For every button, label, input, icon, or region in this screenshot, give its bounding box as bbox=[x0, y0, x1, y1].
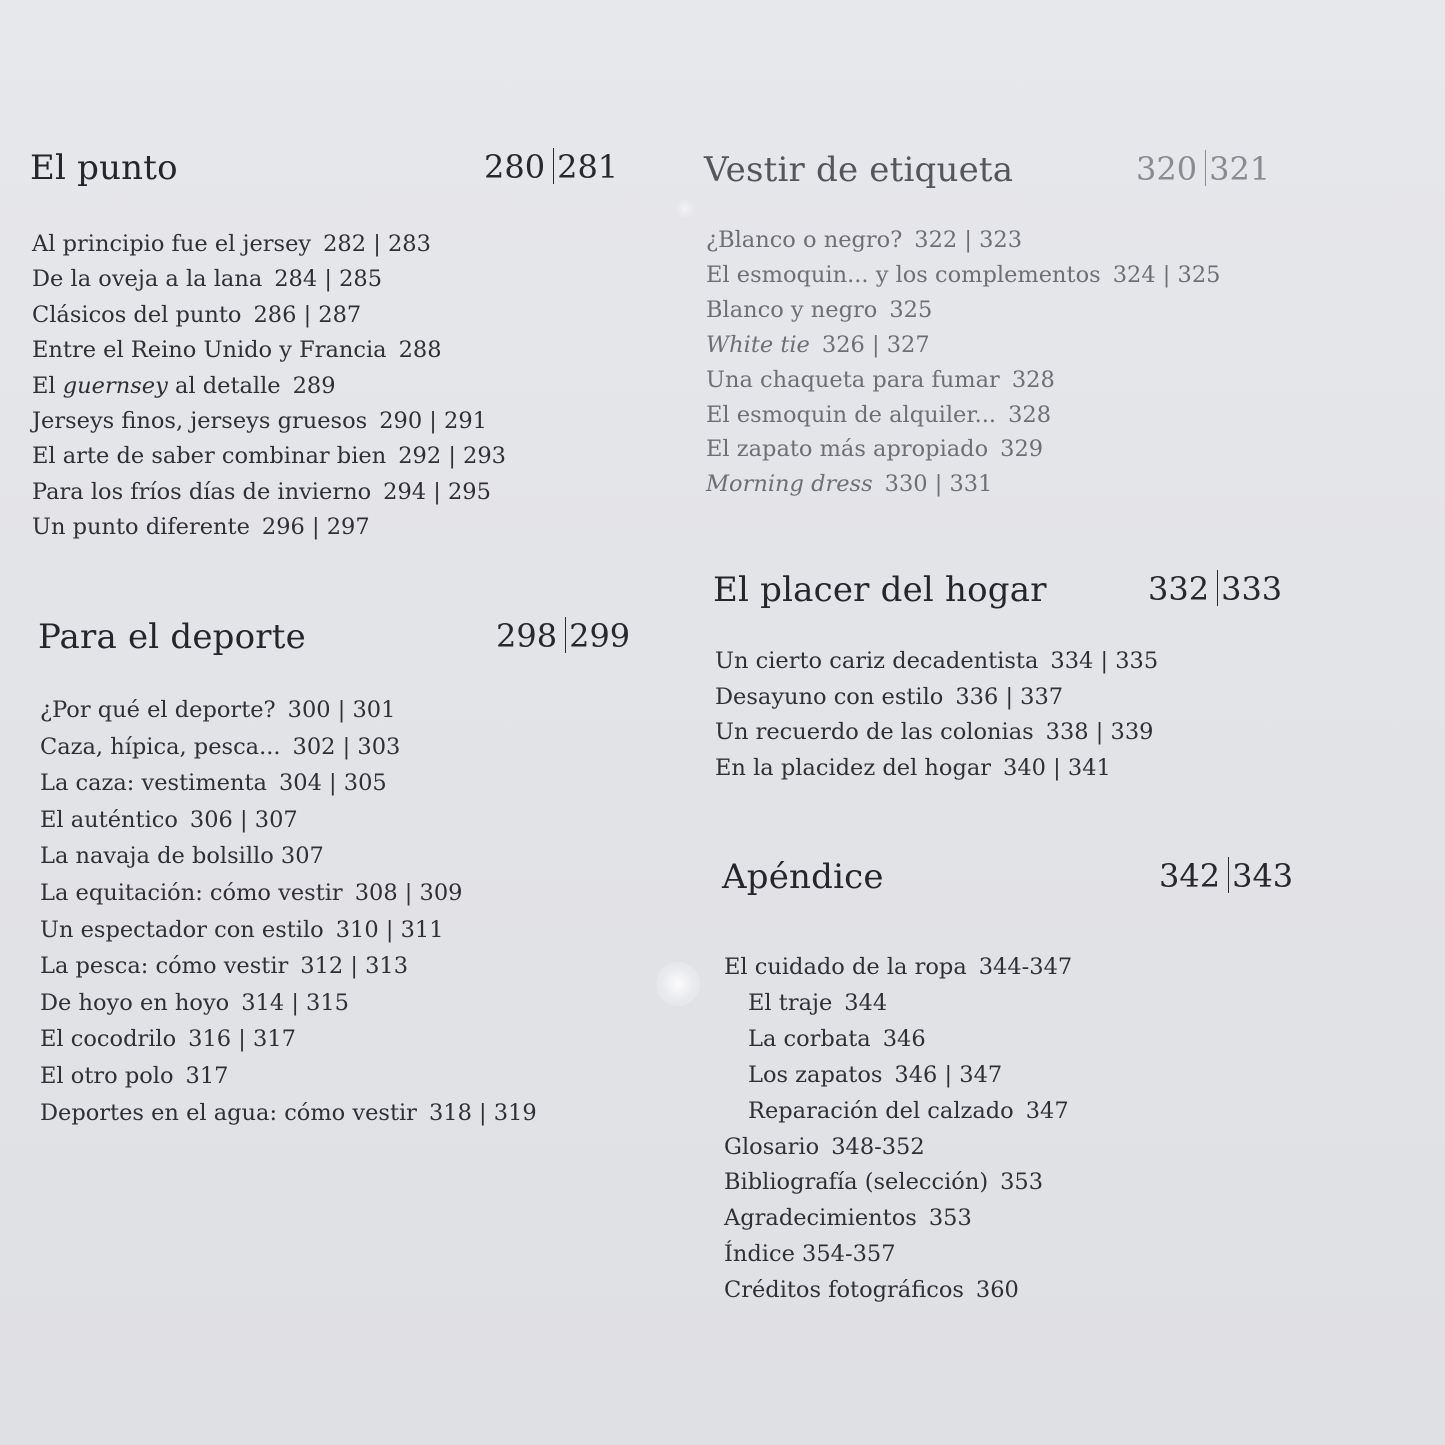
section-el-placer-del-hogar bbox=[713, 570, 1293, 781]
entry-page-number: 312 | 313 bbox=[300, 953, 409, 980]
toc-entry bbox=[40, 1100, 537, 1126]
entry-page-number: 328 bbox=[1008, 401, 1052, 428]
entry-title: Un punto diferente bbox=[32, 514, 250, 541]
entry-title: Jerseys finos, jerseys gruesos bbox=[32, 408, 368, 434]
entry-title-italic: White tie bbox=[706, 331, 810, 358]
entry-title: Blanco y negro bbox=[706, 296, 878, 323]
toc-entry bbox=[706, 297, 932, 323]
toc-entry bbox=[32, 266, 382, 292]
entry-title: Para los fríos días de invierno bbox=[32, 478, 372, 505]
entry-title: El zapato más apropiado bbox=[706, 436, 989, 463]
entry-page-number: 310 | 311 bbox=[335, 916, 444, 943]
section-title: Apéndice bbox=[722, 857, 884, 897]
toc-entry bbox=[706, 402, 1051, 428]
section-title: El punto bbox=[30, 148, 178, 188]
toc-entry bbox=[724, 1169, 1043, 1195]
entry-title: ¿Blanco o negro? bbox=[706, 227, 903, 253]
section-title: Vestir de etiqueta bbox=[704, 150, 1014, 190]
entry-title: En la placidez del hogar bbox=[715, 754, 992, 781]
entry-title: Clásicos del punto bbox=[32, 301, 242, 328]
entry-page-number: 317 bbox=[185, 1063, 229, 1089]
toc-entry bbox=[715, 755, 1111, 781]
entry-title: De la oveja a la lana bbox=[32, 266, 263, 293]
entry-page-number: 294 | 295 bbox=[383, 478, 491, 505]
toc-entry bbox=[715, 684, 1063, 710]
toc-entry bbox=[40, 734, 400, 760]
section-title: Para el deporte bbox=[38, 617, 306, 657]
entry-title: Un recuerdo de las colonias bbox=[715, 719, 1034, 745]
entry-page-number: 329 bbox=[1000, 436, 1044, 463]
toc-entry bbox=[40, 917, 444, 943]
toc-entry bbox=[40, 1026, 296, 1052]
entry-page-number: 296 | 297 bbox=[261, 514, 370, 541]
entry-title: El bbox=[32, 372, 63, 399]
entry-title: El auténtico bbox=[40, 806, 178, 833]
entry-page-number: 353 bbox=[928, 1205, 972, 1232]
entry-title: Desayuno con estilo bbox=[715, 683, 944, 710]
entry-page-number: 304 | 305 bbox=[278, 770, 387, 797]
entry-title: Al principio fue el jersey bbox=[32, 231, 312, 257]
toc-entry bbox=[706, 436, 1043, 462]
entry-title: Los zapatos bbox=[748, 1061, 883, 1088]
toc-entry bbox=[724, 1205, 972, 1231]
entry-page-number: 282 | 283 bbox=[323, 231, 431, 257]
entry-title: Un espectador con estilo bbox=[40, 916, 324, 943]
entry-title: La pesca: cómo vestir bbox=[40, 953, 289, 980]
entry-title: Índice 354-357 bbox=[724, 1241, 896, 1268]
entry-page-number: 360 bbox=[975, 1277, 1019, 1304]
entry-page-number: 289 bbox=[292, 372, 336, 399]
entry-page-number: 353 bbox=[1000, 1169, 1044, 1196]
toc-entry bbox=[724, 1062, 1002, 1088]
entry-title: El traje bbox=[748, 989, 833, 1016]
entry-title: La navaja de bolsillo 307 bbox=[40, 843, 324, 870]
entry-page-number: 284 | 285 bbox=[274, 266, 383, 293]
paper-blemish bbox=[676, 200, 694, 218]
entry-page-number: 330 | 331 bbox=[884, 471, 993, 498]
toc-entry bbox=[724, 1098, 1069, 1124]
entry-title: Créditos fotográficos bbox=[724, 1277, 964, 1304]
entry-page-number: 344-347 bbox=[978, 954, 1073, 980]
entry-page-number: 346 | 347 bbox=[894, 1061, 1003, 1088]
toc-entry bbox=[706, 262, 1220, 288]
section-el-punto bbox=[30, 148, 630, 541]
entry-title: Bibliografía (selección) bbox=[724, 1169, 989, 1196]
toc-entry bbox=[32, 443, 506, 469]
section-page-range: 332 333 bbox=[1148, 570, 1283, 608]
entry-title: El cocodrilo bbox=[40, 1026, 177, 1053]
entry-page-number: 322 | 323 bbox=[914, 227, 1023, 253]
entry-title: El esmoquin de alquiler... bbox=[706, 401, 997, 428]
toc-entry bbox=[706, 471, 992, 497]
entry-title: Agradecimientos bbox=[724, 1205, 917, 1232]
entry-page-number: 288 bbox=[398, 337, 442, 364]
entry-title: La corbata bbox=[748, 1025, 871, 1052]
entry-title-italic: guernsey bbox=[62, 372, 168, 399]
toc-entry bbox=[724, 1241, 896, 1267]
section-vestir-de-etiqueta bbox=[704, 150, 1284, 498]
entry-page-number: 328 bbox=[1011, 366, 1055, 393]
toc-entry bbox=[715, 648, 1158, 674]
entry-page-number: 316 | 317 bbox=[188, 1026, 296, 1053]
entry-page-number: 324 | 325 bbox=[1112, 261, 1221, 288]
entry-title: Caza, hípica, pesca... bbox=[40, 733, 281, 760]
toc-entry bbox=[40, 770, 387, 796]
entry-page-number: 334 | 335 bbox=[1050, 648, 1159, 674]
entry-title: ¿Por qué el deporte? bbox=[40, 697, 276, 723]
entry-page-number: 348-352 bbox=[831, 1133, 925, 1160]
entry-page-number: 346 bbox=[882, 1025, 926, 1052]
entry-title: De hoyo en hoyo bbox=[40, 989, 230, 1016]
toc-entry bbox=[40, 807, 298, 833]
section-title: El placer del hogar bbox=[713, 570, 1047, 610]
entry-title: La caza: vestimenta bbox=[40, 770, 267, 797]
toc-entry bbox=[32, 373, 336, 399]
section-page-range: 320 321 bbox=[1136, 150, 1271, 188]
toc-entry bbox=[715, 719, 1153, 745]
entry-page-number: 347 bbox=[1025, 1097, 1069, 1124]
toc-entry bbox=[40, 990, 349, 1016]
entry-page-number: 300 | 301 bbox=[287, 697, 396, 723]
entry-title: Reparación del calzado bbox=[748, 1097, 1014, 1124]
entry-page-number: 326 | 327 bbox=[821, 331, 930, 358]
toc-entry bbox=[40, 953, 408, 979]
entry-title: El cuidado de la ropa bbox=[724, 954, 967, 980]
section-page-range: 298 299 bbox=[496, 617, 631, 655]
entry-title: El otro polo bbox=[40, 1063, 174, 1089]
entry-page-number: 336 | 337 bbox=[955, 683, 1064, 710]
entry-page-number: 325 bbox=[889, 296, 933, 323]
toc-entry bbox=[724, 1277, 1019, 1303]
section-page-range: 342 343 bbox=[1159, 857, 1294, 895]
toc-entry bbox=[706, 367, 1055, 393]
entry-title-italic: Morning dress bbox=[706, 471, 873, 498]
toc-entry bbox=[40, 880, 462, 906]
entry-page-number: 318 | 319 bbox=[428, 1099, 537, 1126]
entry-title: La equitación: cómo vestir bbox=[40, 880, 343, 906]
entry-title: Una chaqueta para fumar bbox=[706, 366, 1000, 393]
toc-entry bbox=[32, 408, 487, 434]
entry-page-number: 308 | 309 bbox=[354, 880, 463, 906]
entry-page-number: 306 | 307 bbox=[189, 806, 298, 833]
paper-blemish bbox=[656, 962, 700, 1006]
entry-page-number: 290 | 291 bbox=[379, 408, 487, 434]
toc-entry bbox=[40, 697, 395, 723]
toc-entry bbox=[724, 1134, 925, 1160]
toc-entry bbox=[724, 1026, 926, 1052]
toc-entry bbox=[32, 231, 431, 257]
entry-page-number: 286 | 287 bbox=[253, 301, 362, 328]
section-apendice bbox=[722, 857, 1302, 1304]
toc-entry bbox=[32, 337, 442, 363]
entry-page-number: 302 | 303 bbox=[292, 733, 401, 760]
toc-entry bbox=[32, 514, 370, 540]
toc-entry bbox=[724, 990, 887, 1016]
entry-page-number: 314 | 315 bbox=[241, 989, 349, 1016]
toc-entry bbox=[32, 479, 491, 505]
entry-page-number: 344 bbox=[844, 989, 888, 1016]
section-page-range: 280 281 bbox=[484, 148, 619, 186]
entry-title: Entre el Reino Unido y Francia bbox=[32, 337, 387, 364]
entry-title: El arte de saber combinar bien bbox=[32, 443, 387, 470]
toc-entry bbox=[706, 227, 1022, 253]
toc-entry bbox=[724, 954, 1072, 980]
entry-title: Glosario bbox=[724, 1133, 820, 1160]
entry-page-number: 338 | 339 bbox=[1045, 719, 1154, 745]
entry-page-number: 340 | 341 bbox=[1003, 754, 1111, 781]
entry-title: El esmoquin... y los complementos bbox=[706, 261, 1101, 288]
entry-title: al detalle bbox=[167, 372, 281, 399]
toc-entry bbox=[32, 302, 361, 328]
toc-entry bbox=[40, 843, 324, 869]
toc-entry bbox=[706, 332, 930, 358]
entry-title: Un cierto cariz decadentista bbox=[715, 648, 1039, 674]
section-para-el-deporte bbox=[38, 617, 638, 1126]
entry-title: Deportes en el agua: cómo vestir bbox=[40, 1099, 417, 1126]
toc-entry bbox=[40, 1063, 228, 1089]
entry-page-number: 292 | 293 bbox=[398, 443, 506, 470]
